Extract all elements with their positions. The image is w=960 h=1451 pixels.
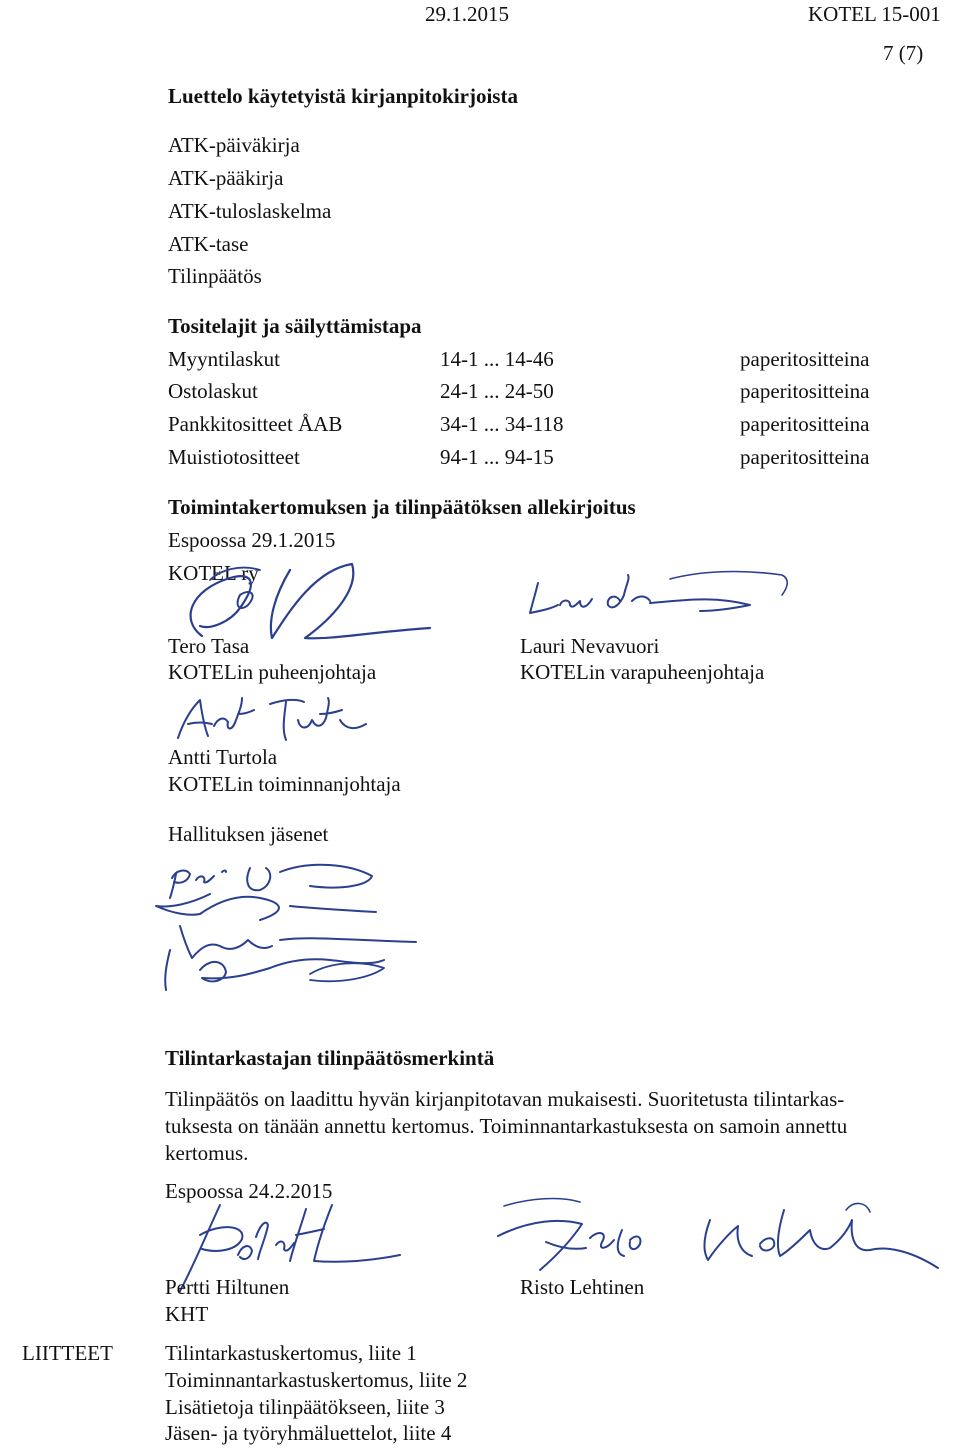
signer-role: KOTELin puheenjohtaja	[168, 660, 377, 684]
voucher-storage: paperitositteina	[740, 445, 870, 469]
audit-text-line: tuksesta on tänään annettu kertomus. Toiminnantarkastuksesta on samoin annettu	[165, 1114, 848, 1138]
book-item: ATK-tase	[168, 232, 249, 256]
auditor-name: Risto Lehtinen	[520, 1275, 645, 1299]
board-signatures	[140, 850, 420, 1000]
document-id: KOTEL 15-001	[808, 2, 941, 26]
audit-place-date: Espoossa 24.2.2015	[165, 1179, 333, 1203]
signer-role: KOTELin varapuheenjohtaja	[520, 660, 765, 684]
vouchers-heading: Tositelajit ja säilyttämistapa	[168, 314, 422, 338]
attachments-label: LIITTEET	[22, 1341, 113, 1365]
book-item: Tilinpäätös	[168, 264, 262, 288]
voucher-storage: paperitositteina	[740, 379, 870, 403]
voucher-name: Myyntilaskut	[168, 347, 281, 371]
book-item: ATK-pääkirja	[168, 166, 284, 190]
signer-role: KOTELin toiminnanjohtaja	[168, 772, 401, 796]
voucher-name: Pankkitositteet ÅAB	[168, 412, 343, 436]
voucher-name: Ostolaskut	[168, 379, 258, 403]
voucher-storage: paperitositteina	[740, 412, 870, 436]
attachment-item: Jäsen- ja työryhmäluettelot, liite 4	[165, 1421, 452, 1445]
organization-name: KOTEL ry	[168, 561, 259, 585]
signing-place-date: Espoossa 29.1.2015	[168, 528, 336, 552]
board-members-label: Hallituksen jäsenet	[168, 822, 329, 846]
book-item: ATK-tuloslaskelma	[168, 199, 332, 223]
auditor-title: KHT	[165, 1302, 209, 1326]
voucher-range: 14-1 ... 14-46	[440, 347, 554, 371]
audit-heading: Tilintarkastajan tilinpäätösmerkintä	[165, 1046, 495, 1070]
books-heading: Luettelo käytetyistä kirjanpitokirjoista	[168, 84, 518, 108]
book-item: ATK-päiväkirja	[168, 133, 300, 157]
signer-name: Lauri Nevavuori	[520, 634, 660, 658]
voucher-range: 94-1 ... 94-15	[440, 445, 554, 469]
voucher-range: 34-1 ... 34-118	[440, 412, 564, 436]
signer-name: Tero Tasa	[168, 634, 250, 658]
turtola-signature	[170, 690, 370, 750]
attachment-item: Toiminnantarkastuskertomus, liite 2	[165, 1368, 468, 1392]
audit-text-line: Tilinpäätös on laadittu hyvän kirjanpitotavan mukaisesti. Suoritetusta tilintarkas-	[165, 1087, 845, 1111]
signer-name: Antti Turtola	[168, 745, 278, 769]
page-number: 7 (7)	[883, 41, 924, 65]
voucher-storage: paperitositteina	[740, 347, 870, 371]
nevavuori-signature	[520, 565, 800, 630]
attachment-item: Lisätietoja tilinpäätökseen, liite 3	[165, 1395, 445, 1419]
voucher-name: Muistiotositteet	[168, 445, 300, 469]
tasa-signature	[140, 550, 440, 660]
attachment-item: Tilintarkastuskertomus, liite 1	[165, 1341, 417, 1365]
header-date: 29.1.2015	[425, 2, 509, 26]
auditor-name: Pertti Hiltunen	[165, 1275, 290, 1299]
audit-text-line: kertomus.	[165, 1141, 249, 1165]
voucher-range: 24-1 ... 24-50	[440, 379, 554, 403]
signing-heading: Toimintakertomuksen ja tilinpäätöksen allekirjoitus	[168, 495, 636, 519]
